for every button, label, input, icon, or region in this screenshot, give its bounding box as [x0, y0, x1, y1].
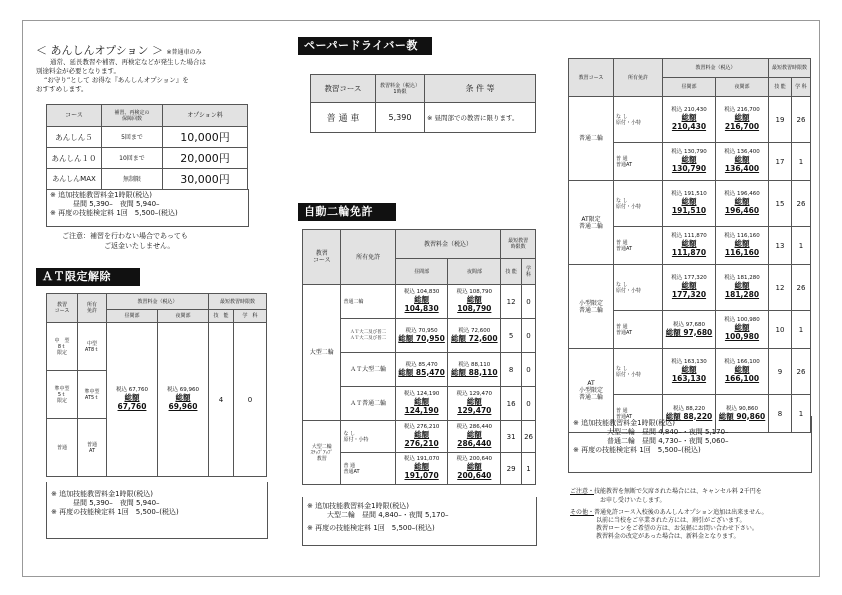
at-sub-skill: 技 能 — [209, 310, 234, 323]
anshin-title-note: ※普通車のみ — [166, 49, 202, 56]
right-price-day — [663, 181, 716, 227]
right-price-night — [716, 97, 769, 143]
at-course: 普通 — [47, 419, 78, 477]
moto-price-day — [395, 285, 448, 319]
right-theory: 26 — [792, 97, 811, 143]
paper-header-course: 教習コース — [311, 75, 376, 103]
price-total: 総額 104,830 — [404, 295, 439, 313]
moto-header-course: 教習 コース — [303, 230, 341, 285]
moto-license: ＡＴ大型二輪 — [341, 353, 395, 387]
table-row — [569, 97, 811, 143]
right-price-night — [716, 143, 769, 181]
right-sub-theory: 学 科 — [792, 78, 811, 97]
price-total: 総額 116,160 — [724, 239, 760, 257]
right-theory: 1 — [792, 311, 811, 349]
price-total: 総額 70,950 — [398, 333, 445, 343]
anshin-header-fee: オプション料 — [163, 105, 248, 127]
right-license: 普 通 普通AT — [614, 143, 663, 181]
right-note-1: ※ 追加技能教習料金1時限(税込) — [573, 419, 676, 427]
right-caution-2: お申し受けいたします。 — [600, 497, 666, 504]
moto-course-stepup: 大型二輪 ｽﾃｯﾌﾟｱｯﾌﾟ 教習 — [303, 421, 341, 485]
price-tax: 税込 166,100 — [724, 359, 760, 365]
moto-price-night — [448, 453, 501, 485]
at-notes-box — [46, 482, 268, 539]
price-tax: 税込 276,210 — [403, 424, 440, 430]
paper-table — [310, 74, 536, 133]
price-total: 総額 129,470 — [457, 397, 492, 415]
price-tax: 税込 104,830 — [403, 289, 440, 295]
price-total: 総額 108,790 — [457, 295, 492, 313]
anshin-count: 10回まで — [102, 148, 163, 169]
moto-skill: 16 — [501, 387, 522, 421]
right-sub-skill: 技 能 — [769, 78, 792, 97]
right-sub-night: 夜間部 — [716, 78, 769, 97]
price-tax: 税込 108,790 — [456, 289, 493, 295]
right-price-night — [716, 349, 769, 395]
price-total: 総額 191,070 — [404, 462, 439, 480]
price-tax: 税込 85,470 — [405, 361, 438, 368]
anshin-intro-2: 別途料金が必要となります。 — [36, 67, 120, 75]
right-skill: 17 — [769, 143, 792, 181]
table-row — [303, 421, 536, 453]
anshin-header-count: 補習、再検定の 保障回数 — [102, 105, 163, 127]
right-table — [568, 58, 811, 433]
right-skill: 13 — [769, 227, 792, 265]
moto-price-day — [395, 453, 448, 485]
at-price-day-tax: 税込 67,760 — [116, 387, 148, 393]
price-total: 総額 90,860 — [718, 411, 766, 421]
price-total: 総額 88,220 — [665, 411, 713, 421]
right-course: AT限定 普通二輪 — [569, 181, 614, 265]
right-note-3: 普通二輪 昼間 4,730–・夜間 5,060– — [607, 437, 729, 445]
price-tax: 税込 163,130 — [671, 359, 707, 365]
price-total: 総額 216,700 — [724, 113, 760, 131]
right-note-4: ※ 再度の技能検定料 1回 5,500–(税込) — [573, 446, 701, 454]
price-total: 総額 163,130 — [671, 365, 707, 383]
paper-header-cond: 条 件 等 — [425, 75, 536, 103]
right-price-night — [716, 311, 769, 349]
price-total: 総額 210,430 — [671, 113, 707, 131]
anshin-course: あんしん１０ — [47, 148, 102, 169]
moto-theory: 0 — [522, 285, 536, 319]
at-header-fee: 教習料金（税込） — [107, 294, 209, 310]
anshin-notes-box — [46, 189, 249, 227]
right-price-day — [663, 143, 716, 181]
moto-note-3: ※ 再度の技能検定料 1回 5,500–(税込) — [307, 524, 435, 532]
right-skill: 12 — [769, 265, 792, 311]
right-caution-label: ご注意・ — [570, 488, 595, 495]
price-tax: 税込 136,400 — [724, 149, 760, 155]
right-skill: 8 — [769, 395, 792, 433]
moto-license: 普 通 普通AT — [341, 453, 395, 485]
moto-skill: 5 — [501, 319, 522, 353]
price-total: 総額 177,320 — [671, 281, 707, 299]
at-title: ＡＴ限定解除 — [36, 268, 140, 286]
moto-sub-day: 昼間部 — [395, 259, 448, 285]
price-total: 総額 100,980 — [724, 323, 760, 341]
moto-price-day — [395, 387, 448, 421]
anshin-fee: 10,000円 — [163, 127, 248, 148]
moto-note-2: 大型二輪 昼間 4,840–・夜間 5,170– — [327, 511, 449, 519]
anshin-note-3: ※ 再度の技能検定料 1回 5,500–(税込) — [50, 209, 178, 217]
right-price-night — [716, 181, 769, 227]
price-total: 総額 124,190 — [404, 397, 439, 415]
at-sub-night: 夜間部 — [158, 310, 209, 323]
price-tax: 税込 129,470 — [456, 391, 493, 397]
price-tax: 税込 97,680 — [673, 321, 705, 328]
anshin-intro-4: おすすめします。 — [36, 85, 88, 93]
price-tax: 税込 191,510 — [671, 191, 707, 197]
at-table — [46, 293, 267, 477]
right-caution-text: 技能教習を無断で欠席された場合には、キャンセル料 2千円を — [594, 488, 762, 495]
at-license: 中型 AT8ｔ — [78, 323, 107, 371]
price-tax: 税込 200,640 — [456, 456, 493, 462]
price-tax: 税込 116,160 — [724, 233, 760, 239]
right-price-day — [663, 227, 716, 265]
paper-header-fee: 教習料金（税込） 1時限 — [376, 75, 425, 103]
price-tax: 税込 130,790 — [671, 149, 707, 155]
price-total: 総額 111,870 — [671, 239, 707, 257]
at-note-3: ※ 再度の技能検定料 1回 5,500–(税込) — [51, 508, 179, 516]
moto-price-day — [395, 353, 448, 387]
right-course: 普通二輪 — [569, 97, 614, 181]
right-header-fee: 教習料金（税込） — [663, 59, 769, 78]
table-row — [303, 285, 536, 319]
at-course: 準中型 5ｔ 限定 — [47, 371, 78, 419]
price-tax: 税込 216,700 — [724, 107, 760, 113]
paper-title: ペーパードライバー教習 — [298, 37, 432, 55]
anshin-intro-3: “お守り”として お得な『あんしんオプション』を — [44, 76, 189, 84]
price-tax: 税込 191,070 — [403, 456, 440, 462]
right-theory: 26 — [792, 265, 811, 311]
moto-price-night — [448, 353, 501, 387]
right-price-day — [663, 311, 716, 349]
price-tax: 税込 90,860 — [726, 405, 758, 412]
paper-course: 普 通 車 — [311, 103, 376, 133]
right-skill: 10 — [769, 311, 792, 349]
moto-header-fee: 教習料金（税込） — [395, 230, 500, 259]
at-price-night-tax: 税込 69,960 — [167, 387, 199, 393]
anshin-count: 無制限 — [102, 169, 163, 190]
right-course: AT 小型限定 普通二輪 — [569, 349, 614, 433]
anshin-caution-2: ご返金いたしません。 — [104, 242, 175, 250]
at-price-day — [107, 323, 158, 477]
moto-header-min: 最短教習 時限数 — [501, 230, 536, 259]
moto-title: 自動二輪免許 — [298, 203, 396, 221]
at-license: 準中型 AT5ｔ — [78, 371, 107, 419]
price-tax: 税込 196,460 — [724, 191, 760, 197]
paper-condition: ※ 昼間部での教習に限ります。 — [425, 103, 536, 133]
moto-theory: 26 — [522, 421, 536, 453]
right-price-day — [663, 265, 716, 311]
moto-sub-night: 夜間部 — [448, 259, 501, 285]
at-note-2: 昼間 5,390– 夜間 5,940– — [73, 499, 160, 507]
table-row — [47, 148, 248, 169]
price-total: 総額 191,510 — [671, 197, 707, 215]
price-tax: 税込 111,870 — [671, 233, 707, 239]
anshin-course: あんしんMAX — [47, 169, 102, 190]
right-others — [570, 509, 768, 541]
table-row — [47, 323, 267, 371]
at-skill: 4 — [209, 323, 234, 477]
price-total: 総額 196,460 — [724, 197, 760, 215]
moto-header-license: 所有免許 — [341, 230, 395, 285]
right-license: 普 通 普通AT — [614, 395, 663, 433]
right-theory: 26 — [792, 349, 811, 395]
right-license: な し 原付・小特 — [614, 265, 663, 311]
price-total: 総額 88,110 — [451, 367, 498, 377]
at-price-night — [158, 323, 209, 477]
right-license: な し 原付・小特 — [614, 181, 663, 227]
right-other-3: 教習ローンをご希望の方は、お気軽にお問い合わせ下さい。 — [596, 525, 758, 532]
price-tax: 税込 70,950 — [405, 327, 438, 334]
paper-fee: 5,390 — [376, 103, 425, 133]
price-tax: 税込 177,320 — [671, 275, 707, 281]
moto-skill: 29 — [501, 453, 522, 485]
anshin-intro-1: 通常、延長教習や補習、再検定などが発生した場合は — [50, 58, 206, 66]
price-tax: 税込 100,980 — [724, 317, 760, 323]
moto-skill: 12 — [501, 285, 522, 319]
moto-notes-box — [302, 497, 537, 546]
right-notes-box — [568, 416, 812, 473]
price-total: 総額 200,640 — [457, 462, 492, 480]
price-total: 総額 72,600 — [451, 333, 498, 343]
moto-license: ＡＴ普通二輪 — [341, 387, 395, 421]
moto-theory: 0 — [522, 387, 536, 421]
price-tax: 税込 286,440 — [456, 424, 493, 430]
anshin-caution-1: ご注意：補習を行わない場合であっても — [62, 232, 188, 240]
at-course: 中 型 8ｔ 限定 — [47, 323, 78, 371]
right-theory: 26 — [792, 181, 811, 227]
at-sub-theory: 学 科 — [234, 310, 267, 323]
price-total: 総額 276,210 — [404, 430, 439, 448]
right-theory: 1 — [792, 143, 811, 181]
right-license: な し 原付・小特 — [614, 349, 663, 395]
moto-price-night — [448, 285, 501, 319]
price-tax: 税込 210,430 — [671, 107, 707, 113]
moto-course: 大型二輪 — [303, 285, 341, 421]
right-caution — [570, 487, 762, 496]
right-license: 普 通 普通AT — [614, 227, 663, 265]
right-license: 普 通 普通AT — [614, 311, 663, 349]
table-row — [47, 127, 248, 148]
price-tax: 税込 181,280 — [724, 275, 760, 281]
right-header-course: 教習コース — [569, 59, 614, 97]
moto-price-day — [395, 319, 448, 353]
moto-theory: 0 — [522, 353, 536, 387]
right-price-day — [663, 349, 716, 395]
moto-license: 普通二輪 — [341, 285, 395, 319]
right-course: 小型限定 普通二輪 — [569, 265, 614, 349]
table-row — [569, 265, 811, 311]
moto-theory: 1 — [522, 453, 536, 485]
moto-price-night — [448, 319, 501, 353]
at-price-night-total: 総額 69,960 — [168, 393, 198, 411]
anshin-course: あんしん５ — [47, 127, 102, 148]
price-total: 総額 181,280 — [724, 281, 760, 299]
moto-license: な し 原付・小特 — [341, 421, 395, 453]
price-tax: 税込 72,600 — [458, 327, 491, 334]
anshin-note-2: 昼間 5,390– 夜間 5,940– — [73, 200, 160, 208]
price-total: 総額 97,680 — [665, 327, 713, 337]
moto-price-day — [395, 421, 448, 453]
anshin-title: ＜ あんしんオプション ＞ — [36, 44, 164, 57]
price-total: 総額 85,470 — [398, 367, 445, 377]
price-total: 総額 130,790 — [671, 155, 707, 173]
moto-skill: 8 — [501, 353, 522, 387]
at-note-1: ※ 追加技能教習料金1時限(税込) — [51, 490, 154, 498]
price-tax: 税込 88,220 — [673, 405, 705, 412]
at-header-license: 所有 免許 — [78, 294, 107, 323]
right-theory: 1 — [792, 395, 811, 433]
moto-price-night — [448, 387, 501, 421]
right-license: な し 原付・小特 — [614, 97, 663, 143]
moto-sub-theory: 学 科 — [522, 259, 536, 285]
right-other-2: 以前に当校をご卒業された方には、割引がございます。 — [596, 517, 746, 524]
anshin-fee: 30,000円 — [163, 169, 248, 190]
table-row — [311, 103, 536, 133]
at-price-day-total: 総額 67,760 — [117, 393, 147, 411]
table-row — [569, 349, 811, 395]
at-theory: 0 — [234, 323, 267, 477]
moto-note-1: ※ 追加技能教習料金1時限(税込) — [307, 502, 410, 510]
right-header-min: 最短教習時限数 — [769, 59, 811, 78]
moto-price-night — [448, 421, 501, 453]
at-sub-day: 昼間部 — [107, 310, 158, 323]
price-tax: 税込 124,190 — [403, 391, 440, 397]
right-other-label: その他・ — [570, 509, 595, 516]
right-theory: 1 — [792, 227, 811, 265]
price-tax: 税込 88,110 — [458, 361, 491, 368]
price-total: 総額 166,100 — [724, 365, 760, 383]
at-license: 普通 AT — [78, 419, 107, 477]
at-header-course: 教習 コース — [47, 294, 78, 323]
anshin-table — [46, 104, 248, 190]
anshin-note-1: ※ 追加技能教習料金1時限(税込) — [50, 191, 153, 199]
moto-theory: 0 — [522, 319, 536, 353]
moto-skill: 31 — [501, 421, 522, 453]
right-price-day — [663, 97, 716, 143]
table-row — [47, 169, 248, 190]
anshin-header-course: コース — [47, 105, 102, 127]
table-row — [569, 181, 811, 227]
price-total: 総額 286,440 — [457, 430, 492, 448]
anshin-fee: 20,000円 — [163, 148, 248, 169]
right-skill: 9 — [769, 349, 792, 395]
price-total: 総額 136,400 — [724, 155, 760, 173]
right-price-night — [716, 265, 769, 311]
right-skill: 19 — [769, 97, 792, 143]
right-skill: 15 — [769, 181, 792, 227]
right-sub-day: 昼間部 — [663, 78, 716, 97]
right-other-1: 普通免許コース入校後のあんしんオプション追加は出来ません。 — [594, 509, 768, 516]
anshin-count: 5回まで — [102, 127, 163, 148]
right-header-license: 所有免許 — [614, 59, 663, 97]
moto-license: ＡＴ大二及び普二 ＡＴ大二及び普二 — [341, 319, 395, 353]
right-other-4: 教習料金の改定があった場合は、新料金となります。 — [596, 533, 740, 540]
moto-sub-skill: 技 能 — [501, 259, 522, 285]
at-header-min: 最短教習時限数 — [209, 294, 267, 310]
moto-table — [302, 229, 536, 485]
right-price-night — [716, 227, 769, 265]
anshin-section — [36, 42, 276, 94]
right-note-2: 大型二輪 昼間 4,840–・夜間 5,170– — [607, 428, 729, 436]
